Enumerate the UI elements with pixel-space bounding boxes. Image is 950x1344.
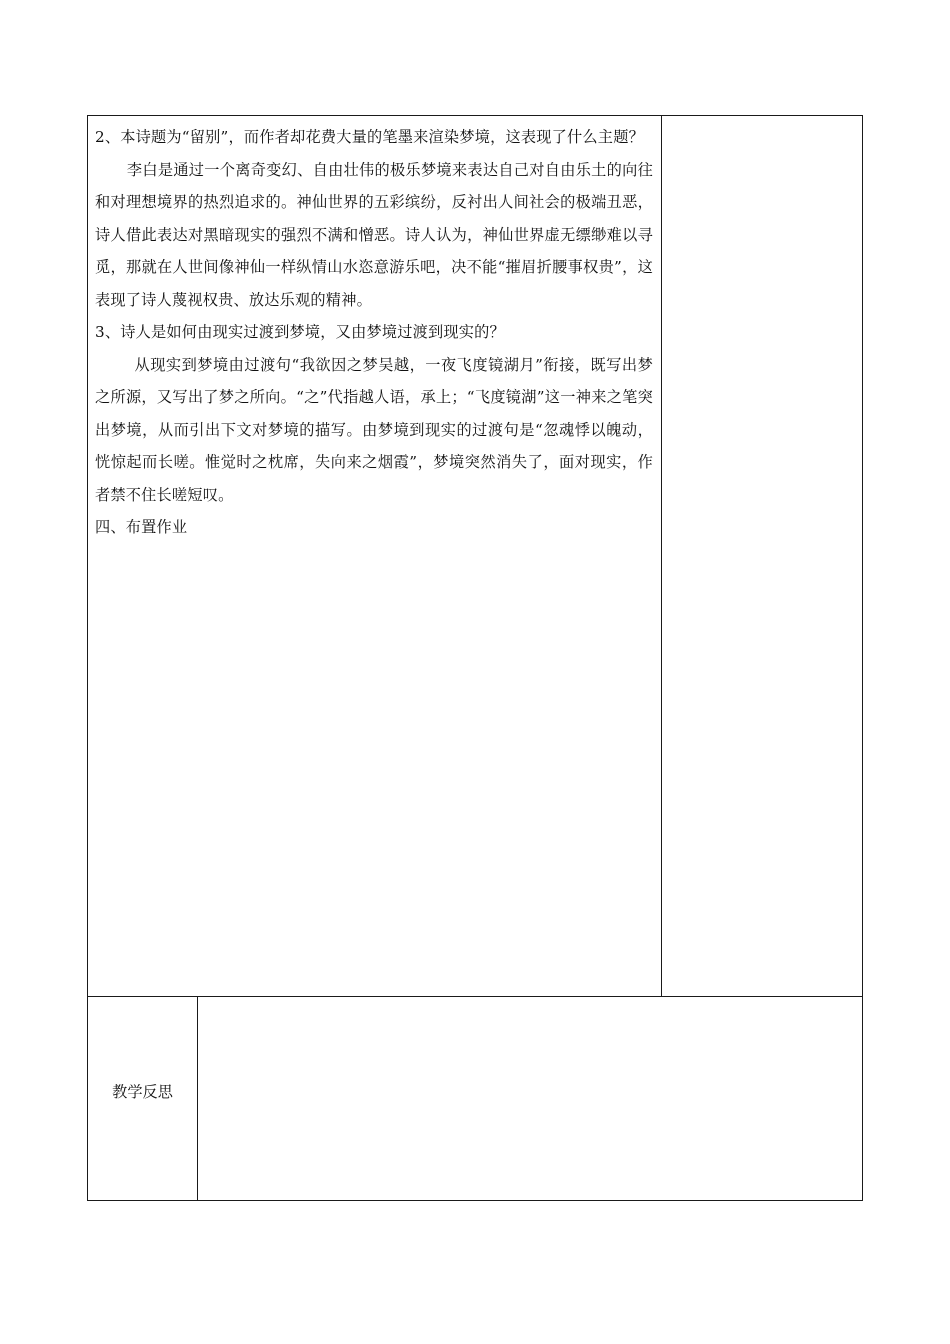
answer-2: 李白是通过一个离奇变幻、自由壮伟的极乐梦境来表达自己对自由乐土的向往和对理想境界的热烈追求的。神仙世界的五彩缤纷，反衬出人间社会的极端丑恶，诗人借此表达对黑暗现实的强烈不满和憎恶。诗人认为，神仙世界虚无缥缈难以寻觅，那就在人世间像神仙一样纵情山水恣意游乐吧，决不能“摧眉折腰事权贵”，这表现了诗人蔑视权贵、放达乐观的精神。 bbox=[95, 160, 653, 309]
lesson-text bbox=[95, 121, 653, 544]
reflection-label: 教学反思 bbox=[112, 1083, 173, 1101]
notes-column-cell bbox=[661, 115, 863, 997]
answer-3: 从现实到梦境由过渡句“我欲因之梦吴越，一夜飞度镜湖月”衔接，既写出梦之所源，又写出了梦之所向。“之”代指越人语，承上；“飞度镜湖”这一神来之笔突出梦境，从而引出下文对梦境的描写。由梦境到现实的过渡句是“忽魂悸以魄动，恍惊起而长嗟。惟觉时之枕席，失向来之烟霞”，梦境突然消失了，面对现实，作者禁不住长嗟短叹。 bbox=[95, 355, 653, 504]
question-2: 2、本诗题为“留别”，而作者却花费大量的笔墨来渲染梦境，这表现了什么主题？ bbox=[95, 128, 644, 146]
section-heading-homework: 四、布置作业 bbox=[95, 518, 188, 536]
reflection-content-cell bbox=[197, 996, 863, 1201]
question-3: 3、诗人是如何由现实过渡到梦境，又由梦境过渡到现实的？ bbox=[95, 323, 505, 341]
